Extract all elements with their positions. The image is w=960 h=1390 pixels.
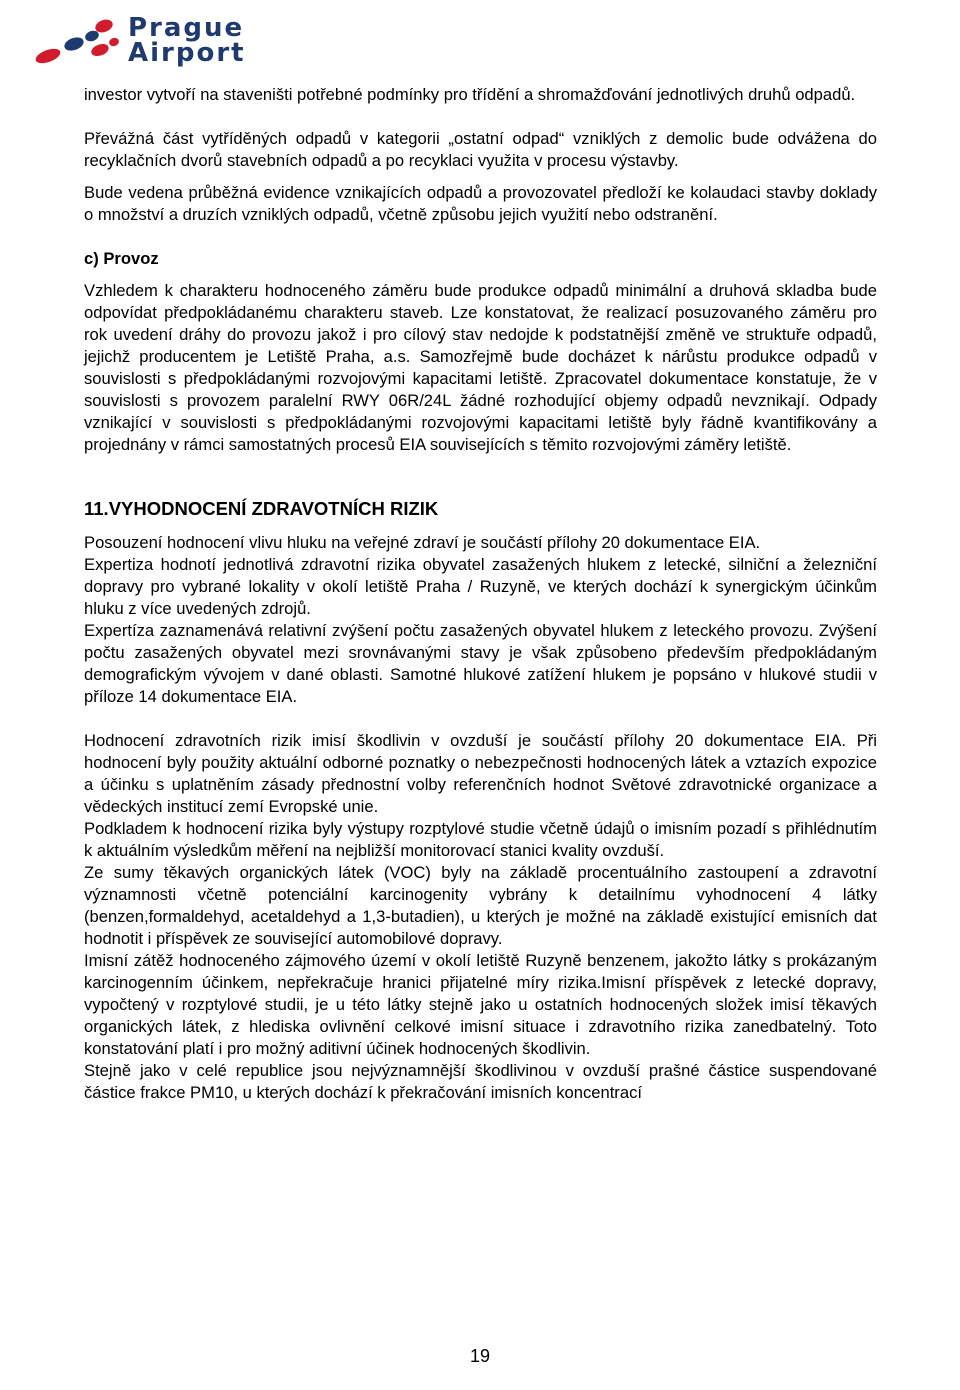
prague-airport-logo [30,14,270,70]
paragraph-expertise-increase: Expertíza zaznamenává relativní zvýšení počtu zasažených obyvatel hlukem z leteckého provozu. Zvýšení počtu zasažených obyvatel mezi srovnávanými stavy je však způsobeno především předpokládaným demografickým vývojem v dané oblasti. Samotné hlukové zatížení hlukem je popsáno v hlukové studii v příloze 14 dokumentace EIA. [84,621,877,706]
paragraph-expertise-risks: Expertiza hodnotí jednotlivá zdravotní rizika obyvatel zasažených hlukem z letecké, silniční a železniční dopravy pro vybrané lokality v okolí letiště Praha / Ruzyně, ve kterých dochází k synergickým účinkům hluku z více uvedených zdrojů. [84,555,877,618]
paragraph-evidence: Bude vedena průběžná evidence vznikajících odpadů a provozovatel předloží ke kolaudaci stavby doklady o množství a druzích vzniklých odpadů, včetně způsobu jejich využití nebo odstranění. [84,183,877,224]
paragraph-voc: Ze sumy těkavých organických látek (VOC) byly na základě procentuálního zastoupení a zdravotní významnosti včetně potenciální karcinogenity vybrány k detailnímu vyhodnocení 4 látky (benzen,formaldehyd, acetaldehyd a 1,3-butadien), u kterých je možné na základě existující emisních dat hodnotit i příspěvek ze související automobilové dopravy. [84,863,877,948]
paragraph-pm10: Stejně jako v celé republice jsou nejvýznamnější škodlivinou v ovzduší prašné částice suspendované částice frakce PM10, u kterých dochází k překračování imisních koncentrací [84,1061,877,1102]
subheading-provoz: c) Provoz [84,249,159,268]
logo-wordmark [128,13,246,68]
paragraph-dispersion-study: Podkladem k hodnocení rizika byly výstupy rozptylové studie včetně údajů o imisním pozadí s přihlédnutím k aktuálním výsledkům měření na nejbližší monitorovací stanici kvality ovzduší. [84,819,877,860]
airport-logo-mark-icon [30,14,130,70]
paragraph-health-risks: Hodnocení zdravotních rizik imisí škodlivin v ovzduší je součástí přílohy 20 dokumentace EIA. Při hodnocení byly použity aktuální odborné poznatky o nebezpečnosti hodnocených látek a vztazích expozice a účinku s uplatněním zásady přednostní volby referenčních hodnot Světové zdravotnické organizace a vědeckých institucí zemí Evropské unie. [84,731,877,816]
paragraph-benzene: Imisní zátěž hodnoceného zájmového území v okolí letiště Ruzyně benzenem, jakožto látky s prokázaným karcinogenním účinkem, nepřekračuje hranici přijatelné míry rizika.Imisní příspěvek z letecké dopravy, vypočtený v rozptylové studii, je u této látky stejně jako u ostatních hodnocených složek imisí těkavých organických látek, z hlediska ovlivnění celkové imisní situace i zdravotního rizika zanedbatelný. Toto konstatování platí i pro možný aditivní účinek hodnocených škodlivin. [84,951,877,1058]
paragraph-provoz: Vzhledem k charakteru hodnoceného záměru bude produkce odpadů minimální a druhová skladba bude odpovídat předpokládanému charakteru staveb. Lze konstatovat, že realizací posuzovaného záměru pro rok uvedení dráhy do provozu jakož i pro cílový stav nedojde k podstatnější změně ve struktuře odpadů, jejichž producentem je Letiště Praha, a.s. Samozřejmě bude docházet k nárůstu produkce odpadů v souvislosti s předpokládanými rozvojovými kapacitami letiště. Zpracovatel dokumentace konstatuje, že v souvislosti s provozem paralelní RWY 06R/24L žádné rozhodující objemy odpadů nevznikají. Odpady vznikající v souvislosti s předpokládanými rozvojovými kapacitami letiště byly řádně kvantifikovány a projednány v rámci samostatných procesů EIA souvisejících s těmito rozvojovými záměry letiště. [84,281,877,454]
logo-line-prague: Prague [128,13,245,43]
paragraph-investor: investor vytvoří na staveništi potřebné podmínky pro třídění a shromažďování jednotlivých druhů odpadů. [84,85,856,104]
document-body [84,84,877,1104]
paragraph-noise-assessment: Posouzení hodnocení vlivu hluku na veřejné zdraví je součástí přílohy 20 dokumentace EIA. [84,533,761,552]
section-title: 11.VYHODNOCENÍ ZDRAVOTNÍCH RIZIK [84,498,439,519]
page-number: 19 [469,1346,491,1366]
logo-line-airport: Airport [128,38,246,68]
paragraph-recycling: Převážná část vytříděných odpadů v kategorii „ostatní odpad“ vzniklých z demolic bude odvážena do recyklačních dvorů stavebních odpadů a po recyklaci využita v procesu výstavby. [84,129,877,170]
